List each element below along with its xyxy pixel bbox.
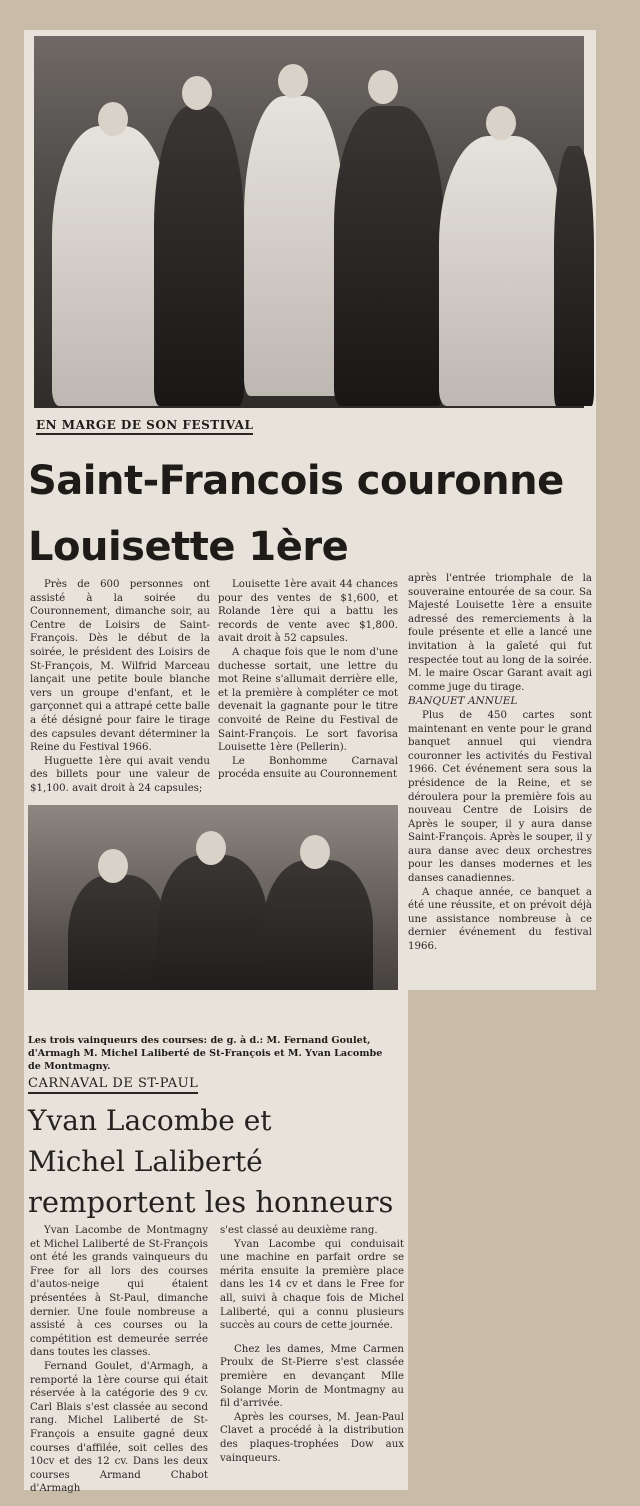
kicker: EN MARGE DE SON FESTIVAL xyxy=(36,418,253,435)
article-column xyxy=(408,572,592,954)
paragraph: Chez les dames, Mme Carmen Proulx de St-Pierre s'est classée première en devançant Mlle Solange Morin de Montmagny au fil d'arrivée. xyxy=(220,1343,404,1410)
headline xyxy=(28,1100,398,1223)
paragraph: A chaque fois que le nom d'une duchesse sortait, une lettre du mot Reine s'allumait derrière elle, et la première à compléter ce mot devenait la gagnante pour le titre convoité de Reine du Festival de Saint-François. Le sort favorisa Louisette 1ère (Pellerin). xyxy=(218,646,398,754)
paragraph: A chaque année, ce banquet a été une réussite, et on prévoit déjà une assistance nombreuse à ce dernier événement du festival 1966. xyxy=(408,886,592,953)
headline-line: Michel Laliberté xyxy=(28,1145,263,1178)
paragraph: Après les courses, M. Jean-Paul Clavet a procédé à la distribution des plaques-trophées Dow aux vainqueurs. xyxy=(220,1411,404,1464)
paragraph: Yvan Lacombe qui conduisait une machine en parfait ordre se mérita ensuite la première place dans les 14 cv et dans le Free for all, suivi à chaque fois de Michel Laliberté, qui a connu plusieurs succès au cours de cette journée. xyxy=(220,1238,404,1332)
paragraph: Huguette 1ère qui avait vendu des billets pour une valeur de $1,100. avait droit à 24 capsules; xyxy=(30,755,210,794)
headline-line: Saint-Francois couronne xyxy=(28,458,564,504)
paragraph: Yvan Lacombe de Montmagny et Michel Laliberté de St-François ont été les grands vainqueurs du Free for all lors des courses d'autos-neige qui étaient présentées à St-Paul, dimanche dernier. Une foule nombreuse a assisté à ces courses ou la compétition est demeurée serrée dans toutes les classes. xyxy=(30,1225,208,1359)
headline-line: remportent les honneurs xyxy=(28,1185,394,1219)
paragraph: Le Bonhomme Carnaval procéda ensuite au Couronnement xyxy=(218,755,398,781)
headline-line: Yvan Lacombe et xyxy=(28,1104,272,1137)
paragraph: s'est classé au deuxième rang. xyxy=(220,1225,378,1236)
paragraph: Fernand Goulet, d'Armagh, a remporté la 1ère course qui était réservée à la catégorie des 9 cv. Carl Blais s'est classée au second rang. Michel Laliberté de St-François a ensuite gagné deux courses d'affilée, soit celles des 10cv et des 12 cv. Dans les deux courses Armand Chabot d'Armagh xyxy=(30,1360,208,1495)
article-column xyxy=(30,1224,208,1496)
article-column xyxy=(220,1224,404,1465)
paragraph: Louisette 1ère avait 44 chances pour des ventes de $1,600, et Rolande 1ère qui a battu les records de vente avec $1,800. avait droit à 52 capsules. xyxy=(218,579,398,645)
subheading: BANQUET ANNUEL xyxy=(408,695,518,708)
article-column xyxy=(218,578,398,782)
article-clipping-coronation xyxy=(24,30,596,990)
photo-caption: Les trois vainqueurs des courses: de g. à d.: M. Fernand Goulet, d'Armagh M. Michel Laliberté de St-François et M. Yvan Lacombe de Montmagny. xyxy=(28,1035,383,1072)
article-column xyxy=(30,578,210,796)
paragraph: Plus de 450 cartes sont maintenant en vente pour le grand banquet annuel qui viendra couronner les activités du Festival 1966. Cet événement sera sous la présidence de la Reine, et se déroulera pour la première fois au nouveau Centre de Loisirs de Après le souper, il y aura danse Saint-François. Après le souper, il y aura danse avec deux orchestres pour les danses modernes et les danses canadiennes. xyxy=(408,709,592,885)
paragraph: après l'entrée triomphale de la souveraine entourée de sa cour. Sa Majesté Louisette 1ère a ensuite adressé des remerciements à la foule présente et elle a lancé une invitation à la gaîeté qui fut respectée tout au long de la soirée. M. le maire Oscar Garant avait agi comme juge du tirage. xyxy=(408,573,592,693)
kicker: CARNAVAL DE ST-PAUL xyxy=(28,1076,198,1094)
paragraph: Près de 600 personnes ont assisté à la soirée du Couronnement, dimanche soir, au Centre de Loisirs de Saint-François. Dès le début de la soirée, le président des Loisirs de St-François, M. Wilfrid Marceau lançait une petite boule blanche vers un groupe d'enfant, et le garçonnet qui a attrapé cette balle a été désigné pour faire le tirage des capsules devant déterminer la Reine du Festival 1966. xyxy=(30,579,211,754)
headline-line: Louisette 1ère xyxy=(28,524,349,570)
coronation-photo xyxy=(34,36,584,408)
headline xyxy=(28,448,578,580)
